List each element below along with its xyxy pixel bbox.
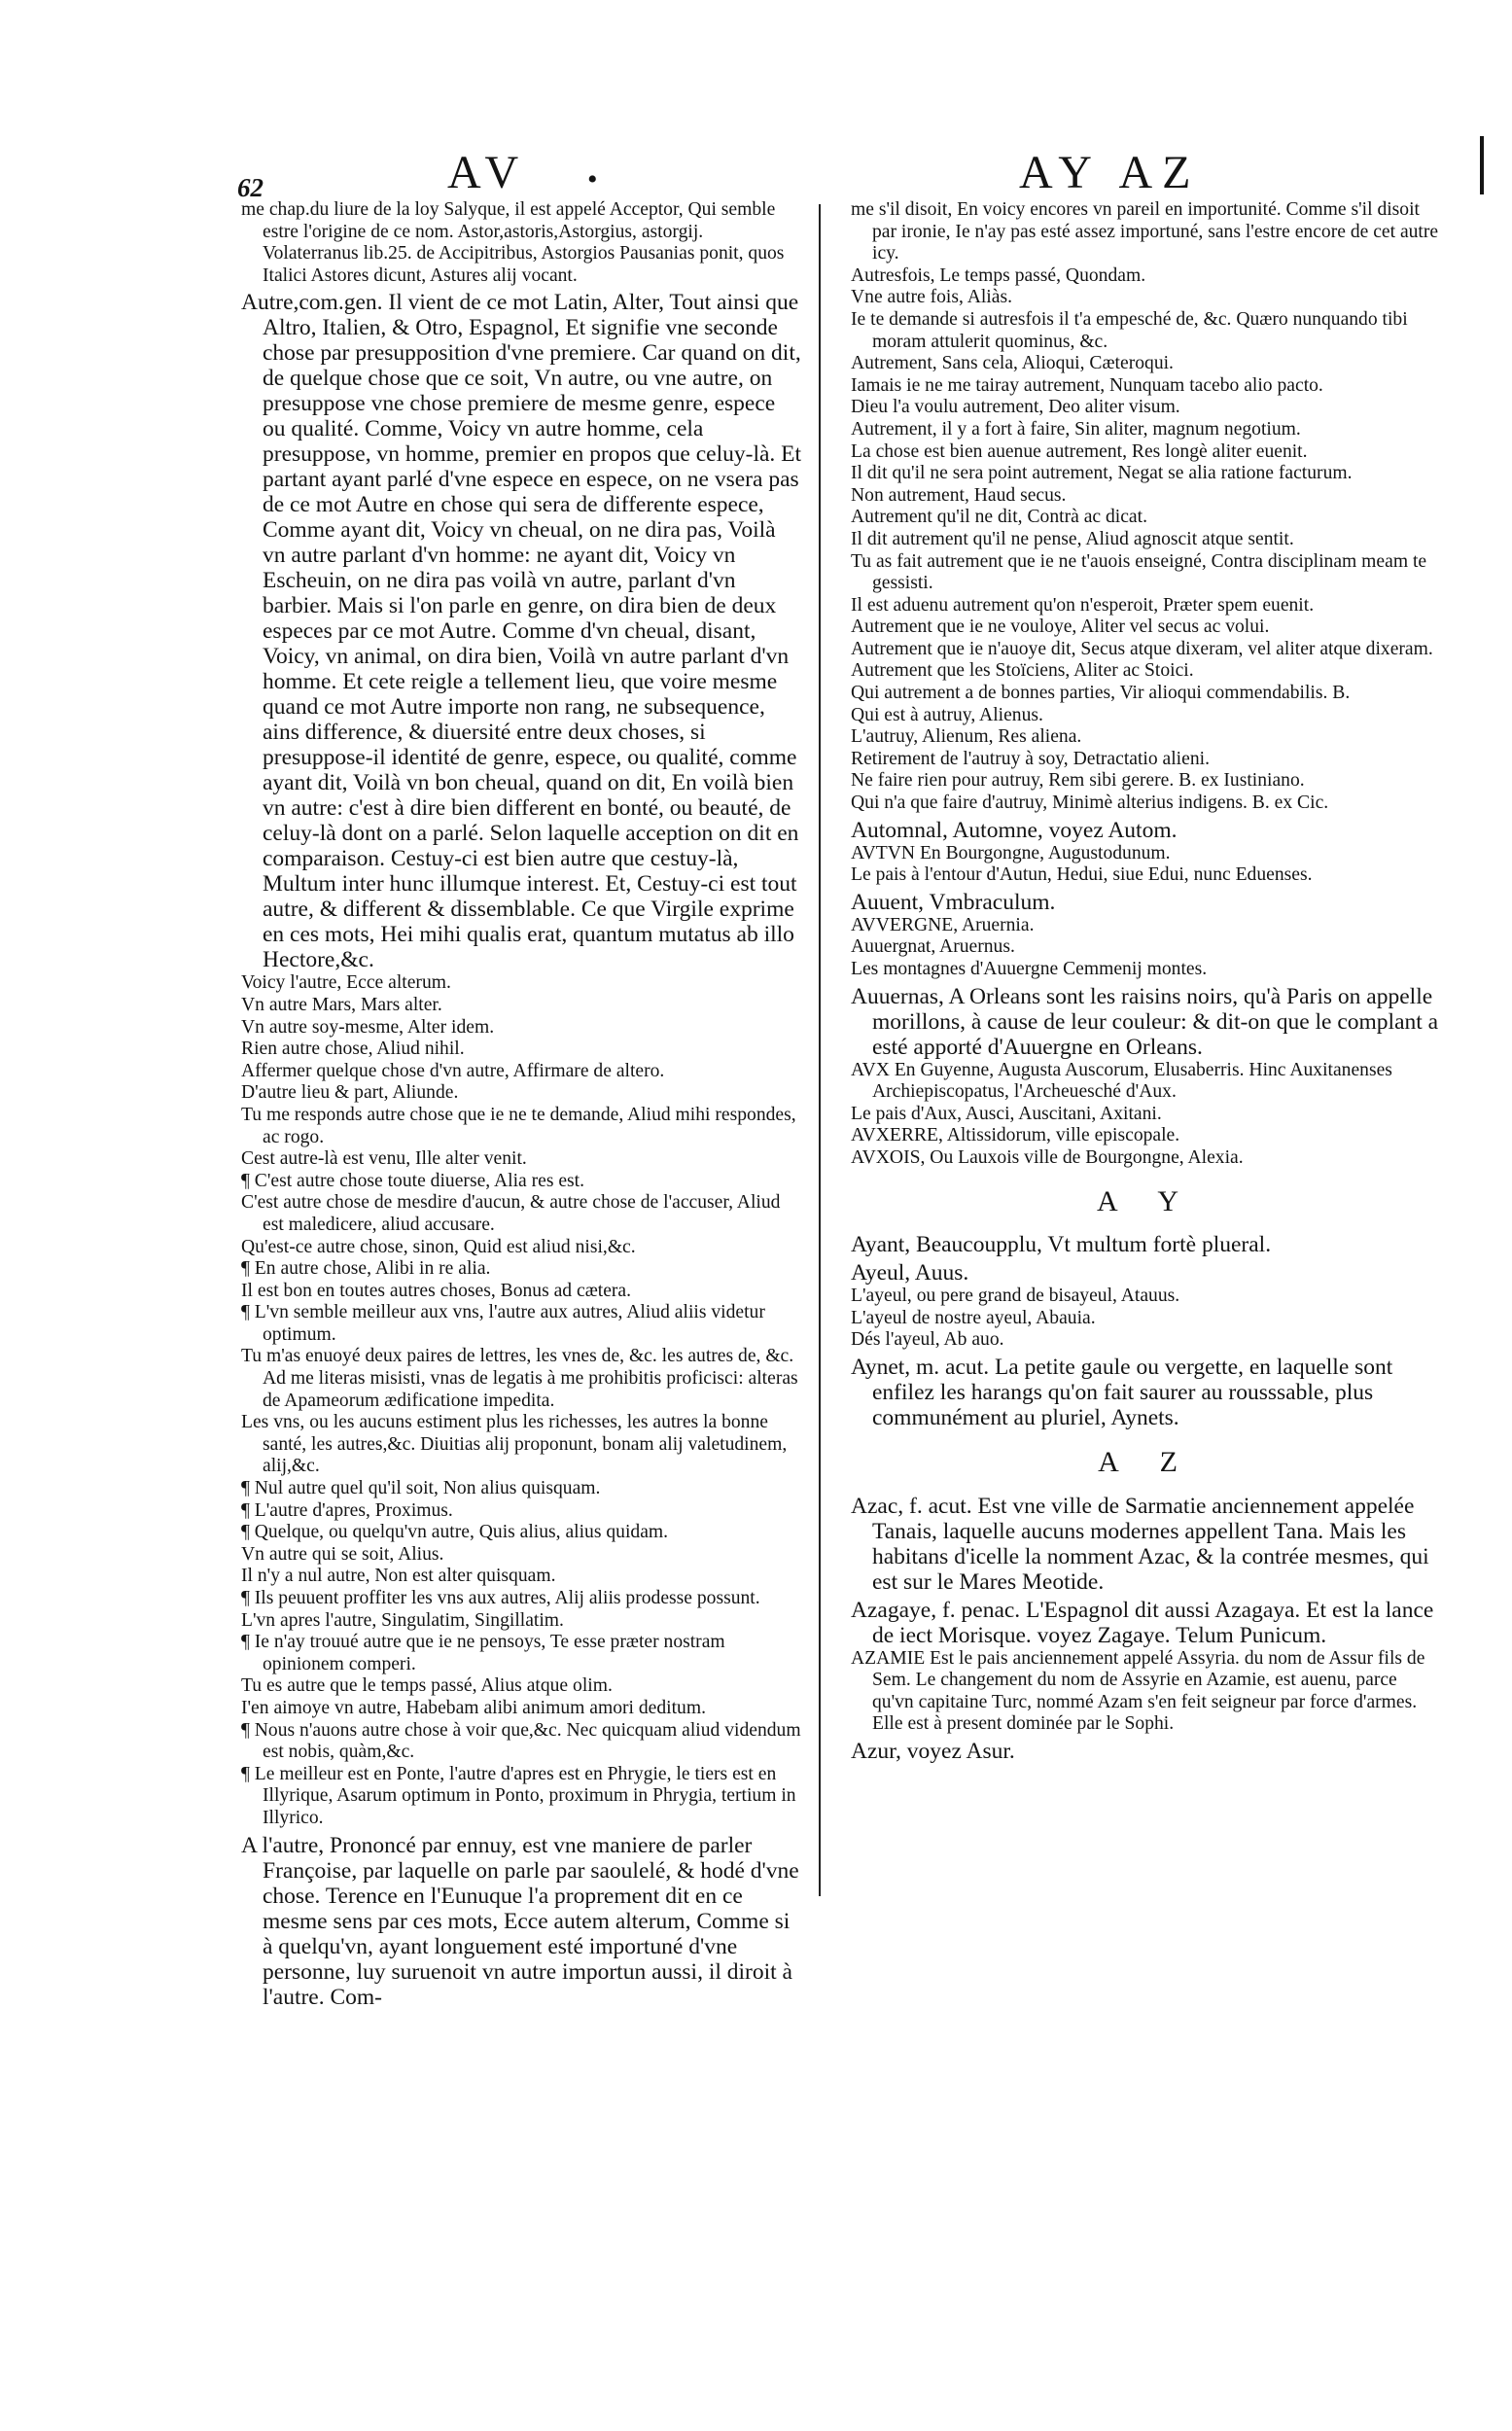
dictionary-entry: Autrement que les Stoïciens, Aliter ac Stoici.: [851, 660, 1194, 682]
dictionary-entry: AVXERRE, Altissidorum, ville episcopale.: [851, 1125, 1180, 1146]
dictionary-entry: Ie te demande si autresfois il t'a empesché de, &c. Quæro nunquando tibi moram attulerit quominus, &c.: [851, 308, 1408, 352]
dictionary-entry: ¶ Nul autre quel qu'il soit, Non alius quisquam.: [241, 1478, 601, 1499]
dictionary-entry: Iamais ie ne me tairay autrement, Nunquam tacebo alio pacto.: [851, 374, 1323, 396]
dictionary-entry: Il est bon en toutes autres choses, Bonus ad cætera.: [241, 1280, 632, 1301]
dictionary-entry: D'autre lieu & part, Aliunde.: [241, 1082, 459, 1104]
dictionary-entry: Tu as fait autrement que ie ne t'auois enseigné, Contra disciplinam meam te gessisti.: [851, 550, 1427, 594]
dictionary-entry: me s'il disoit, En voicy encores vn pareil en importunité. Comme s'il disoit par ironie, Ie n'ay pas esté assez importuné, sans l'estre encore de cet autre icy.: [851, 199, 1439, 264]
dictionary-entry: AVVERGNE, Aruernia.: [851, 914, 1035, 935]
dictionary-entry: Qu'est-ce autre chose, sinon, Quid est aliud nisi,&c.: [241, 1236, 636, 1257]
dictionary-entry: ¶ Le meilleur est en Ponte, l'autre d'apres est en Phrygie, le tiers est en Illyrique, Asarum optimum in Ponto, proximum in Phrygia, tertium in Illyrico.: [241, 1763, 796, 1828]
dictionary-entry: Les vns, ou les aucuns estiment plus les richesses, les autres la bonne santé, les autres,&c. Diuitias alij proponunt, bonam alij valetudinem, alij,&c.: [241, 1412, 788, 1477]
section-heading-ay: A Y: [1096, 1184, 1197, 1217]
dictionary-entry: ¶ Ils peuuent proffiter les vns aux autres, Alij aliis prodesse possunt.: [241, 1588, 760, 1608]
dictionary-entry: ¶ Quelque, ou quelqu'vn autre, Quis alius, alius quidam.: [241, 1522, 669, 1543]
dictionary-entry: ¶ C'est autre chose toute diuerse, Alia res est.: [241, 1170, 585, 1191]
dictionary-entry: Auuergnat, Aruernus.: [851, 936, 1015, 958]
dictionary-entry: Non autrement, Haud secus.: [851, 484, 1067, 506]
dictionary-entry: AVXOIS, Ou Lauxois ville de Bourgongne, Alexia.: [851, 1146, 1244, 1168]
dictionary-entry: Retirement de l'autruy à soy, Detractatio alieni.: [851, 748, 1210, 769]
dictionary-entry: Auuernas, A Orleans sont les raisins noirs, qu'à Paris on appelle morillons, à cause de leur couleur: & dit-on que le complant a esté apporté d'Auuergne en Orleans.: [851, 983, 1439, 1060]
dictionary-entry: Qui autrement a de bonnes parties, Vir alioqui commendabilis. B.: [851, 683, 1351, 704]
dictionary-entry: Il est aduenu autrement qu'on n'esperoit, Præter spem euenit.: [851, 594, 1315, 616]
left-column: [241, 199, 803, 2010]
dictionary-entry: AVX En Guyenne, Augusta Auscorum, Elusaberris. Hinc Auxitanenses Archiepiscopatus, l'Archeuesché d'Aux.: [851, 1059, 1392, 1103]
dictionary-entry: Il dit qu'il ne sera point autrement, Negat se alia ratione facturum.: [851, 463, 1353, 484]
section-heading-az: A Z: [1098, 1445, 1195, 1478]
dictionary-entry: Aynet, m. acut. La petite gaule ou vergette, en laquelle sont enfilez les harangs qu'on fait saurer au rousssable, plus communément au pluriel, Aynets.: [851, 1354, 1393, 1430]
dictionary-entry: Vn autre Mars, Mars alter.: [241, 994, 442, 1015]
right-column: [851, 199, 1442, 1764]
dictionary-entry: Voicy l'autre, Ecce alterum.: [241, 972, 451, 994]
dictionary-entry: Autrement qu'il ne dit, Contrà ac dicat.: [851, 507, 1147, 528]
dictionary-entry: Rien autre chose, Aliud nihil.: [241, 1039, 465, 1060]
dictionary-entry: L'vn apres l'autre, Singulatim, Singillatim.: [241, 1609, 564, 1631]
dictionary-entry: A l'autre, Prononcé par ennuy, est vne maniere de parler Françoise, par laquelle on parle par saoulelé, & hodé d'vne chose. Terence en l'Eunuque l'a proprement dit en ce mesme sens par ces mots, Ecce autem alterum, Comme si à quelqu'vn, ayant longuement esté importuné d'vne personne, luy suruenoit vn autre importun aussi, il diroit à l'autre. Com-: [241, 1832, 799, 2010]
dictionary-entry: Tu me responds autre chose que ie ne te demande, Aliud mihi respondes, ac rogo.: [241, 1104, 796, 1147]
dictionary-entry: L'autruy, Alienum, Res aliena.: [851, 726, 1082, 748]
right-column-entries: [851, 199, 1442, 1170]
dictionary-entry: Autrement, Sans cela, Alioqui, Cæteroqui.: [851, 353, 1174, 374]
dictionary-entry: AZAMIE Est le pais anciennement appelé Assyria. du nom de Assur fils de Sem. Le changement du nom de Assyrie en Azamie, est auenu, parce qu'vn capitaine Turc, nommé Azam s'en feit seigneur par force d'armes. Elle est à present dominée par le Sophi.: [851, 1647, 1425, 1735]
dictionary-entry: Ne faire rien pour autruy, Rem sibi gerere. B. ex Iustiniano.: [851, 770, 1305, 792]
dictionary-entry: Auuent, Vmbraculum.: [851, 889, 1056, 915]
dictionary-entry: ¶ Ie n'ay trouué autre que ie ne pensoys, Te esse præter nostram opinionem comperi.: [241, 1632, 725, 1674]
dictionary-entry: Azac, f. acut. Est vne ville de Sarmatie anciennement appelée Tanais, laquelle aucuns modernes appellent Tana. Mais les habitans d'icelle la nomment Azac, & la contrée mesmes, qui est sur le Mares Meotide.: [851, 1493, 1429, 1595]
section-ay-entries: [851, 1232, 1442, 1430]
page-number: 62: [237, 173, 264, 202]
dictionary-entry: Ayeul, Auus.: [851, 1260, 969, 1286]
dictionary-entry: Affermer quelque chose d'vn autre, Affirmare de altero.: [241, 1060, 665, 1081]
dictionary-entry: Autrement que ie n'auoye dit, Secus atque dixeram, vel aliter atque dixeram.: [851, 638, 1433, 659]
dictionary-entry: Dés l'ayeul, Ab auo.: [851, 1329, 1004, 1351]
dictionary-entry: Le pais d'Aux, Ausci, Auscitani, Axitani.: [851, 1103, 1162, 1124]
dictionary-entry: Autrement, il y a fort à faire, Sin aliter, magnum negotium.: [851, 418, 1301, 440]
dictionary-entry: Azagaye, f. penac. L'Espagnol dit aussi Azagaya. Et est la lance de iect Morisque. voyez Zagaye. Telum Punicum.: [851, 1597, 1434, 1648]
dictionary-entry: Vn autre soy-mesme, Alter idem.: [241, 1016, 495, 1038]
dictionary-entry: Tu m'as enuoyé deux paires de lettres, les vnes de, &c. les autres de, &c. Ad me literas misisti, vnas de legatis à me prohibitis proficisci: alteras de Apameorum ædificatione impedita.: [241, 1346, 798, 1411]
dictionary-entry: me chap.du liure de la loy Salyque, il est appelé Acceptor, Qui semble estre l'origine de ce nom. Astor,astoris,Astorgius, astorgij. Volaterranus lib.25. de Accipitribus, Astorgios Pausanias ponit, quos Italici Astores dicunt, Astures alij vocant.: [241, 199, 785, 286]
dictionary-entry: Ayant, Beaucoupplu, Vt multum fortè plueral.: [851, 1232, 1272, 1258]
dictionary-entry: ¶ Nous n'auons autre chose à voir que,&c. Nec quicquam aliud videndum est nobis, quàm,&c.: [241, 1719, 801, 1763]
dictionary-entry: Les montagnes d'Auuergne Cemmenij montes.: [851, 959, 1208, 979]
running-head-dot: •: [587, 163, 598, 195]
column-rule: [819, 204, 821, 1896]
dictionary-entry: Il n'y a nul autre, Non est alter quisquam.: [241, 1566, 556, 1587]
dictionary-entry: ¶ L'vn semble meilleur aux vns, l'autre aux autres, Aliud aliis videtur optimum.: [241, 1302, 765, 1345]
dictionary-entry: La chose est bien auenue autrement, Res longè aliter euenit.: [851, 440, 1308, 462]
dictionary-entry: AVTVN En Bourgongne, Augustodunum.: [851, 842, 1171, 863]
dictionary-entry: Vn autre qui se soit, Alius.: [241, 1543, 444, 1565]
dictionary-entry: Tu es autre que le temps passé, Alius atque olim.: [241, 1675, 613, 1697]
dictionary-entry: ¶ L'autre d'apres, Proximus.: [241, 1499, 453, 1521]
dictionary-entry: Autre,com.gen. Il vient de ce mot Latin, Alter, Tout ainsi que Altro, Italien, & Otro, Espagnol, Et signifie vne seconde chose par presupposition d'vne premiere. Car quand on dit, de quelque chose que ce soit, Vn autre, ou vne autre, on presuppose vne chose premiere de mesme genre, espece ou qualité. Comme, Voicy vn autre homme, cela presuppose, vn homme, premier en propos que celuy-là. Et partant ayant parlé d'vne espece en espece, on ne vsera pas de ce mot Autre en chose qui sera de differente espece, Comme ayant dit, Voicy vn cheual, on ne dira pas, Voilà vn autre parlant d'vn homme: ne ayant dit, Voicy vn Escheuin, on ne dira pas voilà vn autre, parlant d'vn barbier. Mais si l'on parle en genre, on dira bien de deux especes par ce mot Autre. Comme d'vn cheual, disant, Voicy, vn animal, on dira bien, Voilà vn autre parlant d'vn homme. Et cete reigle a tellement lieu, que voire mesme quand ce mot Autre importe non rang, ne subsequence, ains difference, & diuersité entre deux choses, si presuppose-il identité de genre, espece, ou qualité, comme ayant dit, Voilà vn bon cheual, quand on dit, En voilà bien vn autre: c'est à dire bien different en bonté, ou beauté, de celuy-là dont on a parlé. Selon laquelle acception on dit en comparaison. Cestuy-ci est bien autre que cestuy-là, Multum inter hunc illumque interest. Et, Cestuy-ci est tout autre, & different & dissemblable. Ce que Virgile exprime en ces mots, Hei mihi qualis erat, quantum mutatus ab illo Hectore,&c.: [241, 290, 802, 973]
section-az-entries: [851, 1494, 1442, 1764]
dictionary-entry: C'est autre chose de mesdire d'aucun, & autre chose de l'accuser, Aliud est maledicere, aliud accusare.: [241, 1192, 781, 1235]
dictionary-entry: Qui est à autruy, Alienus.: [851, 704, 1043, 725]
dictionary-entry: Le pais à l'entour d'Autun, Hedui, siue Edui, nunc Eduenses.: [851, 864, 1313, 886]
running-head-left: AV: [447, 147, 529, 198]
dictionary-entry: Automnal, Automne, voyez Autom.: [851, 817, 1178, 843]
dictionary-entry: L'ayeul de nostre ayeul, Abauia.: [851, 1307, 1096, 1328]
corner-mark: [1480, 136, 1484, 194]
dictionary-entry: L'ayeul, ou pere grand de bisayeul, Atauus.: [851, 1286, 1180, 1307]
dictionary-entry: Vne autre fois, Aliàs.: [851, 287, 1012, 308]
dictionary-entry: Autresfois, Le temps passé, Quondam.: [851, 264, 1146, 286]
dictionary-entry: Azur, voyez Asur.: [851, 1738, 1015, 1764]
dictionary-entry: Il dit autrement qu'il ne pense, Aliud agnoscit atque sentit.: [851, 528, 1294, 549]
dictionary-entry: ¶ En autre chose, Alibi in re alia.: [241, 1258, 491, 1280]
dictionary-entry: I'en aimoye vn autre, Habebam alibi animum amori deditum.: [241, 1697, 706, 1718]
dictionary-entry: Autrement que ie ne vouloye, Aliter vel secus ac volui.: [851, 617, 1270, 638]
dictionary-entry: Qui n'a que faire d'autruy, Minimè alterius indigens. B. ex Cic.: [851, 793, 1329, 814]
running-head-right: AY AZ: [1019, 147, 1201, 198]
dictionary-entry: Dieu l'a voulu autrement, Deo aliter visum.: [851, 397, 1180, 418]
dictionary-entry: Cest autre-là est venu, Ille alter venit.: [241, 1148, 527, 1170]
